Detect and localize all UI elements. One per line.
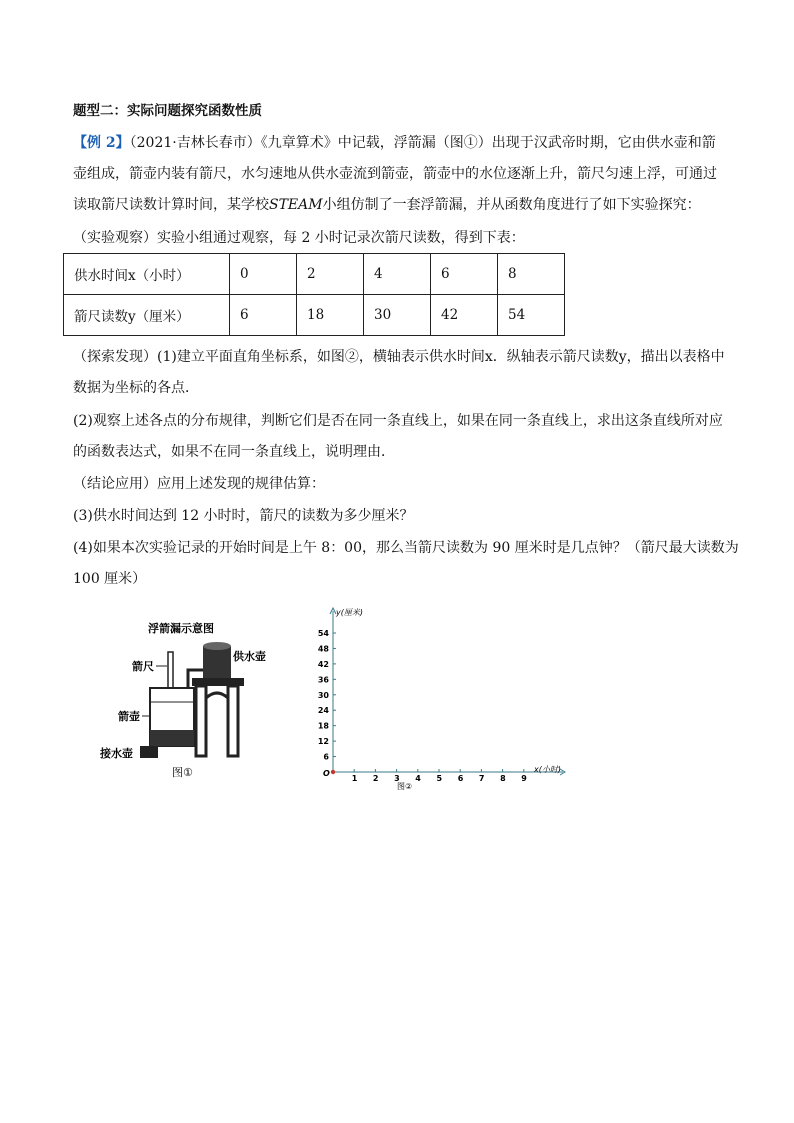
y-tick-label: 30 xyxy=(317,690,329,700)
question-3: (3)供水时间达到 12 小时时，箭尺的读数为多少厘米？ xyxy=(73,508,414,524)
stand-leg-right xyxy=(228,686,238,756)
figure1-caption: 图① xyxy=(172,766,193,779)
conclusion-line: （结论应用）应用上述发现的规律估算： xyxy=(73,476,325,492)
section-heading: 题型二：实际问题探究函数性质 xyxy=(73,103,262,119)
y-tick-label: 12 xyxy=(317,737,329,747)
table-row-label: 箭尺读数y（厘米） xyxy=(64,295,230,336)
example-line-1-text: （2021·吉林长春市）《九章算术》中记载，浮箭漏（图①）出现于汉武帝时期，它由供水壶和箭 xyxy=(129,135,716,151)
data-table xyxy=(63,253,565,336)
coordinate-plane xyxy=(305,605,570,795)
table-cell: 4 xyxy=(364,254,431,295)
tick-group xyxy=(318,629,527,783)
table-cell: 0 xyxy=(230,254,297,295)
example-line-3 xyxy=(73,195,701,215)
y-axis-label: y(厘米) xyxy=(336,608,363,617)
table-row-label: 供水时间x（小时） xyxy=(64,254,230,295)
question-4-line-2: 100 厘米） xyxy=(73,571,147,587)
figure2-caption: 图② xyxy=(397,782,413,791)
example-line-4: （实验观察）实验小组通过观察，每 2 小时记录次箭尺读数，得到下表： xyxy=(73,230,525,246)
y-tick-label: 36 xyxy=(317,675,329,685)
x-tick-label: 5 xyxy=(436,774,443,783)
label-supply-pot: 供水壶 xyxy=(233,650,266,663)
supply-pot-shape xyxy=(203,646,231,678)
question-1-line-2: 数据为坐标的各点． xyxy=(73,380,199,396)
x-tick-label: 8 xyxy=(500,774,506,783)
label-arrow-rod: 箭尺 xyxy=(132,660,154,673)
y-tick-label: 42 xyxy=(317,659,329,669)
example-line-2: 壶组成，箭壶内装有箭尺，水匀速地从供水壶流到箭壶，箭壶中的水位逐渐上升，箭尺匀速上浮，可通过 xyxy=(73,166,717,182)
x-tick-label: 7 xyxy=(478,774,485,783)
label-arrow-pot: 箭壶 xyxy=(118,710,140,723)
stand-arch xyxy=(206,693,228,698)
example-line-3a: 读取箭尺读数计算时间，某学校 xyxy=(73,197,269,213)
supply-pot-top xyxy=(203,642,231,650)
y-tick-label: 18 xyxy=(317,721,329,731)
x-tick-label: 1 xyxy=(351,774,358,783)
table-row xyxy=(64,295,565,336)
y-tick-label: 6 xyxy=(323,752,329,762)
table-cell: 30 xyxy=(364,295,431,336)
table-cell: 6 xyxy=(230,295,297,336)
x-tick-label: 3 xyxy=(394,774,400,783)
example-line-1 xyxy=(73,133,716,153)
table-cell: 18 xyxy=(297,295,364,336)
question-2-line-2: 的函数表达式，如果不在同一条直线上，说明理由． xyxy=(73,444,395,460)
figure1-title: 浮箭漏示意图 xyxy=(148,622,214,635)
arrow-pot-base xyxy=(150,730,194,746)
x-tick-label: 2 xyxy=(372,774,379,783)
question-1-line-1: （探索发现）(1)建立平面直角坐标系，如图②，横轴表示供水时间x．纵轴表示箭尺读数y，描出以表格中 xyxy=(73,349,725,365)
x-tick-label: 4 xyxy=(415,774,421,783)
stand-leg-left xyxy=(196,686,206,756)
y-tick-label: 48 xyxy=(317,644,329,654)
question-2-line-1: (2)观察上述各点的分布规律，判断它们是否在同一条直线上，如果在同一条直线上，求出这条直线所对应 xyxy=(73,413,723,429)
origin-label: O xyxy=(323,769,330,778)
y-tick-label: 24 xyxy=(317,706,329,716)
table-cell: 6 xyxy=(431,254,498,295)
table-cell: 42 xyxy=(431,295,498,336)
x-tick-label: 6 xyxy=(457,774,464,783)
table-cell: 8 xyxy=(498,254,565,295)
table-cell: 54 xyxy=(498,295,565,336)
label-collect-pot: 接水壶 xyxy=(100,747,133,760)
y-tick-label: 54 xyxy=(317,629,329,638)
water-clock-diagram xyxy=(100,618,270,788)
data-point xyxy=(331,770,335,774)
example-line-3b: 小组仿制了一套浮箭漏，并从函数角度进行了如下实验探究： xyxy=(322,197,701,213)
steam-text: STEAM xyxy=(269,197,323,213)
table-cell: 2 xyxy=(297,254,364,295)
table-row xyxy=(64,254,565,295)
example-tag: 【例 2】 xyxy=(73,135,130,151)
point-group xyxy=(331,770,335,774)
question-4-line-1: (4)如果本次实验记录的开始时间是上午 8：00，那么当箭尺读数为 90 厘米时是几点钟？（箭尺最大读数为 xyxy=(73,540,739,556)
x-axis-label: x(小时) xyxy=(534,765,561,774)
x-tick-label: 9 xyxy=(521,774,527,783)
